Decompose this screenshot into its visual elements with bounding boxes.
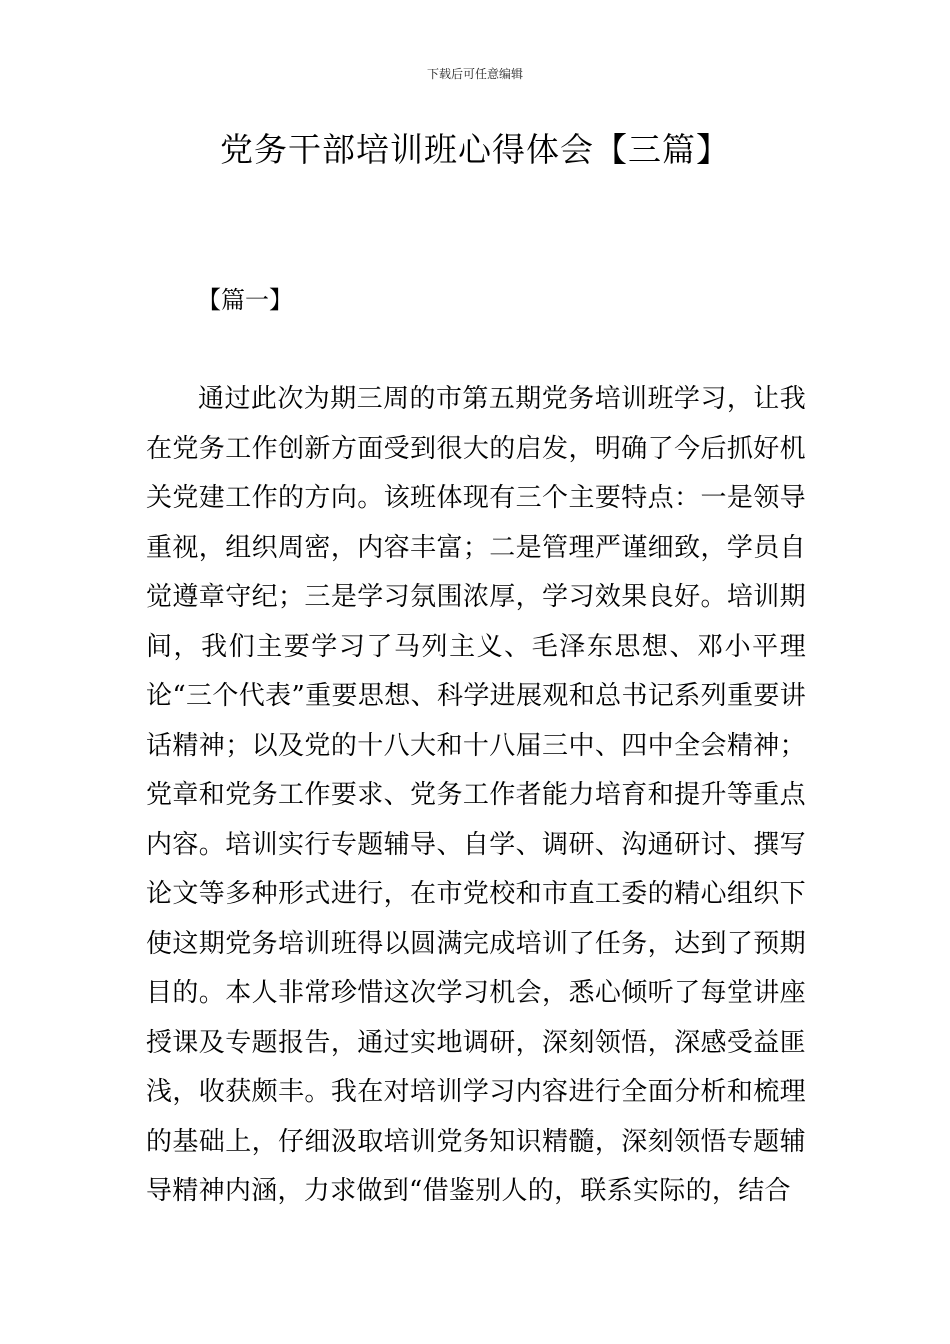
body-paragraph: 通过此次为期三周的市第五期党务培训班学习，让我在党务工作创新方面受到很大的启发，明确了今后抓好机关党建工作的方向。该班体现有三个主要特点：一是领导重视，组织周密，内容丰富；二是管理严谨细致，学员自觉遵章守纪；三是学习氛围浓厚，学习效果良好。培训期间，我们主要学习了马列主义、毛泽东思想、邓小平理论“三个代表”重要思想、科学进展观和总书记系列重要讲话精神；以及党的十八大和十八届三中、四中全会精神；党章和党务工作要求、党务工作者能力培育和提升等重点内容。培训实行专题辅导、自学、调研、沟通研讨、撰写论文等多种形式进行，在市党校和市直工委的精心组织下使这期党务培训班得以圆满完成培训了任务，达到了预期目的。本人非常珍惜这次学习机会，悉心倾听了每堂讲座授课及专题报告，通过实地调研，深刻领悟，深感受益匪浅，收获颇丰。我在对培训学习内容进行全面分析和梳理的基础上，仔细汲取培训党务知识精髓，深刻领悟专题辅导精神内涵，力求做到“借鉴别人的，联系实际的，结合 (146, 384, 806, 1206)
document-title: 党务干部培训班心得体会【三篇】 (220, 130, 730, 169)
header-note: 下载后可任意编辑 (426, 67, 523, 81)
section-heading: 【篇一】 (197, 286, 293, 314)
